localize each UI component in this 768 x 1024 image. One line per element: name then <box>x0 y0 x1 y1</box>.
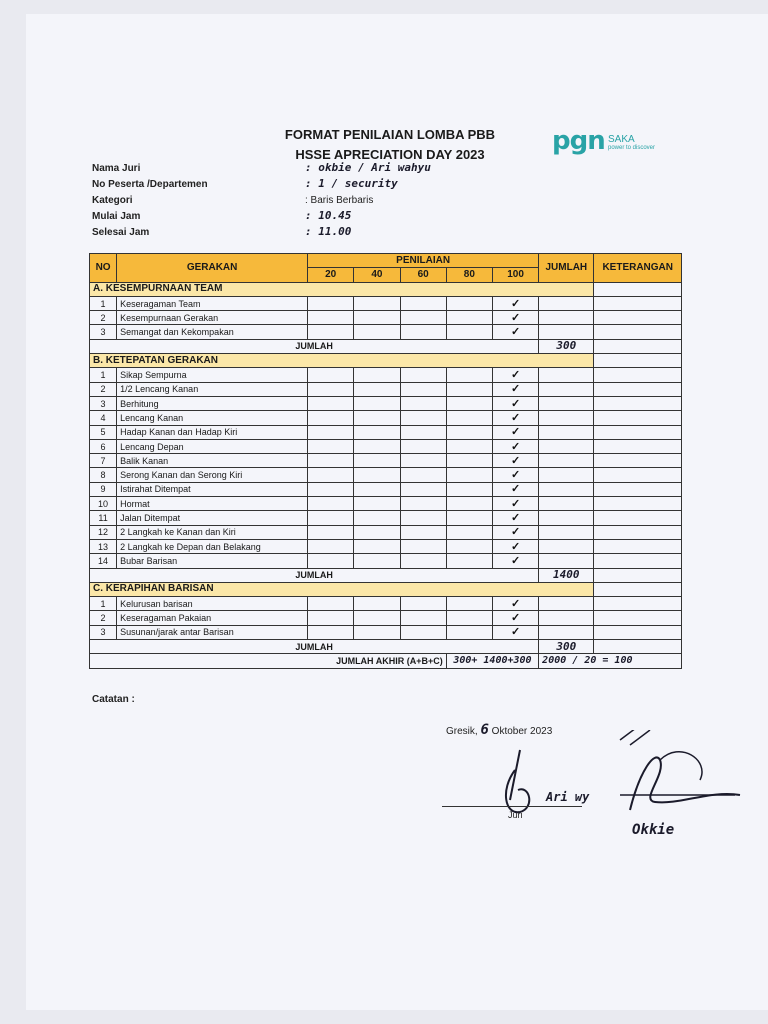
logo-sub: SAKA <box>608 134 635 145</box>
table-row <box>90 382 682 396</box>
table-row <box>90 311 682 325</box>
check-mark: ✓ <box>492 511 538 525</box>
date-month-year: Oktober 2023 <box>491 726 553 737</box>
row-name: Balik Kanan <box>117 454 308 468</box>
info-value-kategori: : Baris Berbaris <box>305 195 374 206</box>
row-no: 2 <box>90 382 117 396</box>
row-name: Hadap Kanan dan Hadap Kiri <box>117 425 308 439</box>
row-name: 2 Langkah ke Depan dan Belakang <box>117 539 308 553</box>
info-value-peserta: : 1 / security <box>305 177 398 190</box>
row-name: Kesempurnaan Gerakan <box>117 311 308 325</box>
table-row <box>90 396 682 410</box>
table-row <box>90 454 682 468</box>
row-name: 1/2 Lencang Kanan <box>117 382 308 396</box>
check-mark: ✓ <box>492 554 538 568</box>
check-mark: ✓ <box>492 425 538 439</box>
signatures-graphic <box>480 730 750 850</box>
score-40: 40 <box>354 268 400 282</box>
title-line-2: HSSE APRECIATION DAY 2023 <box>295 147 485 162</box>
col-no: NO <box>90 254 117 283</box>
row-no: 6 <box>90 439 117 453</box>
check-mark: ✓ <box>492 482 538 496</box>
section-c-title: C. KERAPIHAN BARISAN <box>90 582 594 596</box>
check-mark: ✓ <box>492 597 538 611</box>
final-label: JUMLAH AKHIR (A+B+C) <box>90 654 447 668</box>
row-name: Jalan Ditempat <box>117 511 308 525</box>
total-b: 1400 <box>539 568 594 582</box>
col-penilaian: PENILAIAN <box>308 254 539 268</box>
score-60: 60 <box>400 268 446 282</box>
row-no: 9 <box>90 482 117 496</box>
check-mark: ✓ <box>492 311 538 325</box>
row-no: 3 <box>90 396 117 410</box>
juri-label: Juri <box>508 810 523 820</box>
table-row <box>90 368 682 382</box>
final-formula: 300+ 1400+300 <box>446 654 538 668</box>
row-no: 2 <box>90 311 117 325</box>
row-no: 10 <box>90 497 117 511</box>
table-row <box>90 468 682 482</box>
row-no: 4 <box>90 411 117 425</box>
info-label-kategori: Kategori <box>92 195 133 206</box>
info-value-mulai: : 10.45 <box>305 209 352 222</box>
table-row <box>90 439 682 453</box>
row-no: 3 <box>90 625 117 639</box>
row-name: Bubar Barisan <box>117 554 308 568</box>
row-no: 8 <box>90 468 117 482</box>
total-label-b: JUMLAH <box>90 568 539 582</box>
logo-text: pgn <box>552 126 605 156</box>
row-name: Serong Kanan dan Serong Kiri <box>117 468 308 482</box>
table-row <box>90 554 682 568</box>
col-keterangan: KETERANGAN <box>594 254 682 283</box>
pgn-saka-logo <box>552 126 692 160</box>
row-name: Istirahat Ditempat <box>117 482 308 496</box>
date-day: 6 <box>480 722 489 738</box>
check-mark: ✓ <box>492 296 538 310</box>
section-b-title: B. KETEPATAN GERAKAN <box>90 354 594 368</box>
catatan-label: Catatan : <box>92 694 135 705</box>
score-20: 20 <box>308 268 354 282</box>
check-mark: ✓ <box>492 439 538 453</box>
check-mark: ✓ <box>492 468 538 482</box>
score-100: 100 <box>492 268 538 282</box>
score-80: 80 <box>446 268 492 282</box>
row-name: Kelurusan barisan <box>117 597 308 611</box>
row-no: 11 <box>90 511 117 525</box>
row-no: 14 <box>90 554 117 568</box>
row-name: Keseragaman Pakaian <box>117 611 308 625</box>
row-name: Hormat <box>117 497 308 511</box>
final-value: 2000 / 20 = 100 <box>539 654 682 668</box>
row-name: Lencang Kanan <box>117 411 308 425</box>
row-name: Sikap Sempurna <box>117 368 308 382</box>
row-name: 2 Langkah ke Kanan dan Kiri <box>117 525 308 539</box>
table-row <box>90 625 682 639</box>
table-row <box>90 497 682 511</box>
row-no: 7 <box>90 454 117 468</box>
info-label-selesai: Selesai Jam <box>92 227 150 238</box>
title-line-1: FORMAT PENILAIAN LOMBA PBB <box>284 127 496 142</box>
place: Gresik, <box>446 726 478 737</box>
total-label-c: JUMLAH <box>90 640 539 654</box>
row-no: 13 <box>90 539 117 553</box>
logo-tagline: power to discover <box>608 145 656 151</box>
signature-name-2: Okkie <box>632 822 675 838</box>
total-label-a: JUMLAH <box>90 339 539 353</box>
total-a: 300 <box>539 339 594 353</box>
table-row <box>90 411 682 425</box>
row-no: 1 <box>90 368 117 382</box>
check-mark: ✓ <box>492 368 538 382</box>
info-label-peserta: No Peserta /Departemen <box>92 179 208 190</box>
signature-name-1: Ari wy <box>546 790 590 804</box>
check-mark: ✓ <box>492 325 538 339</box>
check-mark: ✓ <box>492 611 538 625</box>
scoring-table <box>89 253 682 669</box>
row-name: Susunan/jarak antar Barisan <box>117 625 308 639</box>
row-no: 5 <box>90 425 117 439</box>
row-no: 3 <box>90 325 117 339</box>
section-a-title: A. KESEMPURNAAN TEAM <box>90 282 594 296</box>
row-no: 1 <box>90 296 117 310</box>
table-row <box>90 511 682 525</box>
check-mark: ✓ <box>492 525 538 539</box>
total-c: 300 <box>539 640 594 654</box>
row-no: 2 <box>90 611 117 625</box>
check-mark: ✓ <box>492 454 538 468</box>
check-mark: ✓ <box>492 497 538 511</box>
info-label-nama-juri: Nama Juri <box>92 163 141 174</box>
check-mark: ✓ <box>492 396 538 410</box>
table-row <box>90 539 682 553</box>
row-name: Berhitung <box>117 396 308 410</box>
table-row <box>90 525 682 539</box>
check-mark: ✓ <box>492 382 538 396</box>
col-jumlah: JUMLAH <box>539 254 594 283</box>
row-no: 1 <box>90 597 117 611</box>
document-title <box>200 125 580 165</box>
table-row <box>90 325 682 339</box>
check-mark: ✓ <box>492 539 538 553</box>
info-value-selesai: : 11.00 <box>305 225 352 238</box>
table-row <box>90 296 682 310</box>
row-no: 12 <box>90 525 117 539</box>
check-mark: ✓ <box>492 411 538 425</box>
signature-line <box>442 806 582 807</box>
table-row <box>90 611 682 625</box>
row-name: Lencang Depan <box>117 439 308 453</box>
table-row <box>90 482 682 496</box>
info-value-nama-juri: : okbie / Ari wahyu <box>305 161 431 174</box>
table-row <box>90 425 682 439</box>
info-label-mulai: Mulai Jam <box>92 211 141 222</box>
col-gerakan: GERAKAN <box>117 254 308 283</box>
row-name: Keseragaman Team <box>117 296 308 310</box>
table-row <box>90 597 682 611</box>
row-name: Semangat dan Kekompakan <box>117 325 308 339</box>
check-mark: ✓ <box>492 625 538 639</box>
